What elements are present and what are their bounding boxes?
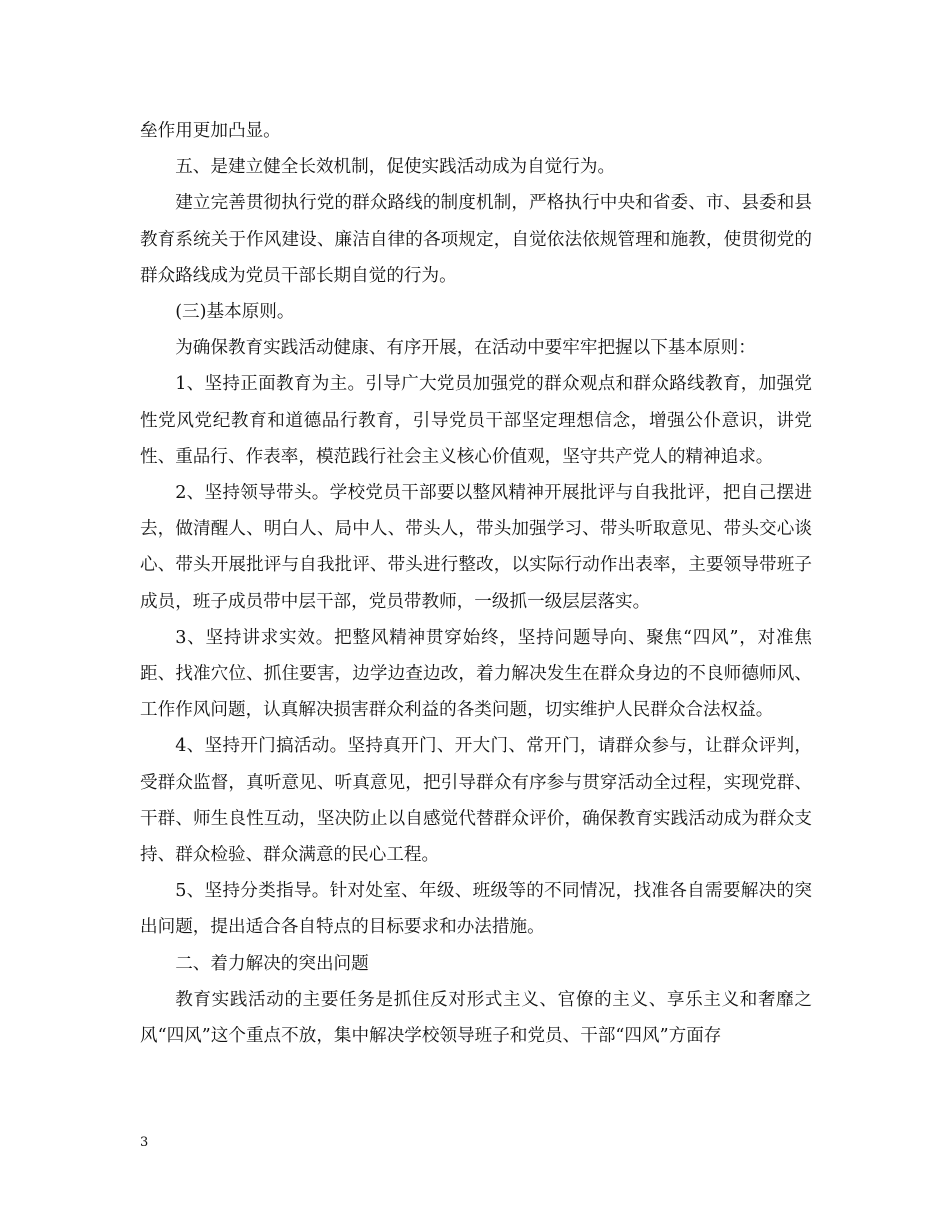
principle-item-2: 2、坚持领导带头。学校党员干部要以整风精神开展批评与自我批评，把自己摆进去，做清醒人、明白人、局中人、带头人，带头加强学习、带头听取意见、带头交心谈心、带头开展批评与自我批评、带头进行整改，以实际行动作出表率，主要领导带班子成员，班子成员带中层干部，党员带教师，一级抓一级层层落实。 [140,483,812,612]
paragraph: 建立完善贯彻执行党的群众路线的制度机制，严格执行中央和省委、市、县委和县教育系统关于作风建设、廉洁自律的各项规定，自觉依法依规管理和施教，使贯彻党的群众路线成为党员干部长期自觉的行为。 [140,193,812,286]
principle-item-3: 3、坚持讲求实效。把整风精神贯穿始终，坚持问题导向、聚焦“四风”，对准焦距、找准穴位、抓住要害，边学边查边改，着力解决发生在群众身边的不良师德师风、工作作风问题，认真解决损害群众利益的各类问题，切实维护人民群众合法权益。 [140,627,812,721]
page-number: 3 [140,1135,149,1150]
principle-item-5: 5、坚持分类指导。针对处室、年级、班级等的不同情况，找准各自需要解决的突出问题，提出适合各自特点的目标要求和办法措施。 [140,881,812,938]
paragraph: 为确保教育实践活动健康、有序开展，在活动中要牢牢把握以下基本原则： [175,338,756,359]
paragraph: 垒作用更加凸显。 [140,121,281,141]
section-heading-two: 二、着力解决的突出问题 [175,953,369,974]
principle-item-4: 4、坚持开门搞活动。坚持真开门、开大门、常开门，请群众参与，让群众评判，受群众监督，真听意见、听真意见，把引导群众有序参与贯穿活动全过程，实现党群、干群、师生良性互动，坚决防止以自感觉代替群众评价，确保教育实践活动成为群众支持、群众检验、群众满意的民心工程。 [140,736,812,866]
paragraph: 教育实践活动的主要任务是抓住反对形式主义、官僚的主义、享乐主义和奢靡之风“四风”这个重点不放，集中解决学校领导班子和党员、干部“四风”方面存 [140,989,812,1047]
section-heading-five: 五、是建立健全长效机制，促使实践活动成为自觉行为。 [175,157,616,178]
principle-item-1: 1、坚持正面教育为主。引导广大党员加强党的群众观点和群众路线教育，加强党性党风党纪教育和道德品行教育，引导党员干部坚定理想信念，增强公仆意识，讲党性、重品行、作表率，模范践行社会主义核心价值观，坚守共产党人的精神追求。 [140,374,812,467]
document-body [140,113,812,1054]
section-heading-basic-principles: (三)基本原则。 [175,302,295,323]
